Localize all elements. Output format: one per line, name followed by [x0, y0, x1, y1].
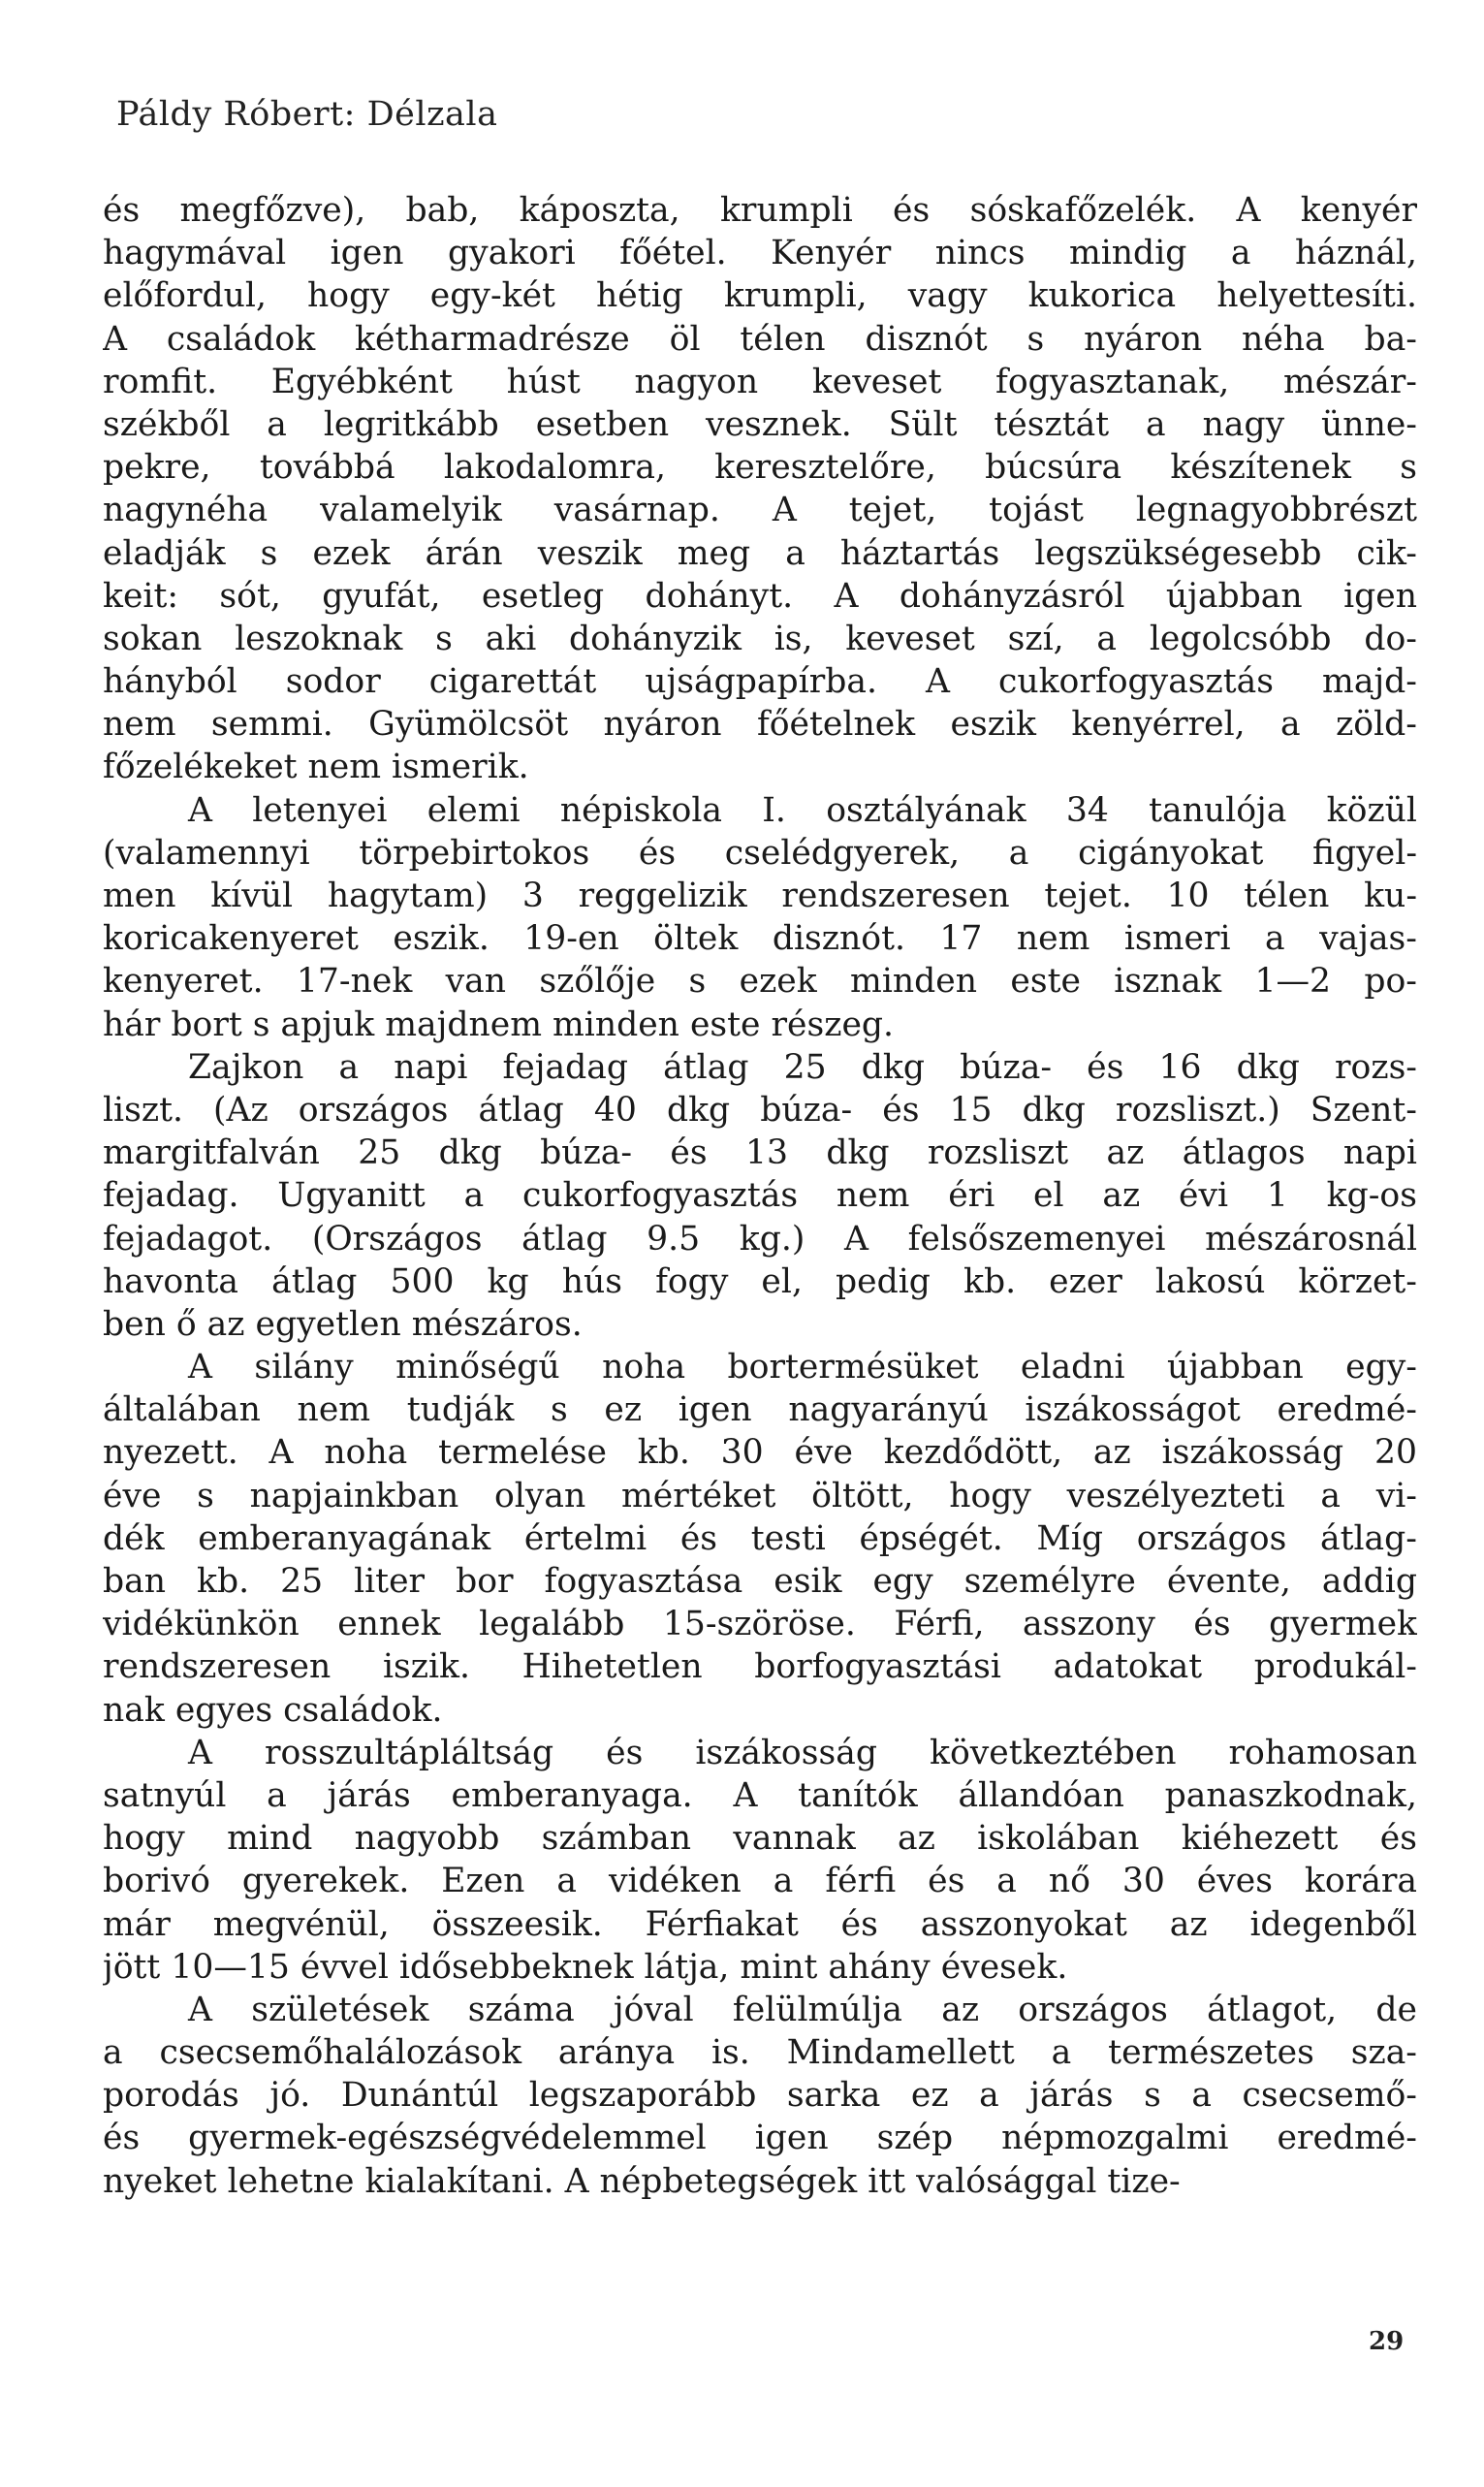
body-text [103, 189, 1417, 2203]
text-line: pekre, továbbá lakodalomra, keresztelőre, búcsúra készítenek s [103, 448, 1417, 488]
text-line: székből a legritkább esetben vesznek. Sült tésztát a nagy ünne- [103, 404, 1417, 444]
text-line: már megvénül, összeesik. Férfiakat és asszonyokat az idegenből [103, 1904, 1417, 1944]
text-line: satnyúl a járás emberanyaga. A tanítók állandóan panaszkodnak, [103, 1775, 1417, 1815]
text-line: éve s napjainkban olyan mértéket öltött, hogy veszélyezteti a vi- [103, 1476, 1417, 1515]
text-line: hogy mind nagyobb számban vannak az iskolában kiéhezett és [103, 1819, 1417, 1859]
text-line: kenyeret. 17-nek van szőlője s ezek minden este isznak 1—2 po- [103, 962, 1417, 1002]
text-line: A letenyei elemi népiskola I. osztályának 34 tanulója közül [188, 790, 1417, 830]
running-head: Páldy Róbert: Délzala [116, 95, 498, 134]
text-line: men kívül hagytam) 3 reggelizik rendszeresen tejet. 10 télen ku- [103, 877, 1417, 915]
text-line: ban kb. 25 liter bor fogyasztása esik egy személyre évente, addig [103, 1562, 1417, 1601]
text-line: hagymával igen gyakori főétel. Kenyér nincs mindig a háznál, [103, 234, 1417, 273]
paragraph [103, 789, 1417, 1046]
text-line: sokan leszoknak s aki dohányzik is, keveset szí, a legolcsóbb do- [103, 619, 1417, 658]
text-line: nagynéha valamelyik vasárnap. A tejet, tojást legnagyobbrészt [103, 491, 1417, 530]
text-line: dék emberanyagának értelmi és testi épségét. Míg országos átlag- [103, 1518, 1417, 1558]
text-line: A rosszultápláltság és iszákosság következtében rohamosan [188, 1733, 1417, 1772]
text-line: és megfőzve), bab, káposzta, krumpli és sóskafőzelék. A kenyér [103, 191, 1417, 230]
text-line: hár bort s apjuk majdnem minden este részeg. [103, 1004, 895, 1044]
text-line: koricakenyeret eszik. 19-en öltek disznót. 17 nem ismeri a vajas- [103, 919, 1417, 959]
text-line: nyezett. A noha termelése kb. 30 éve kezdődött, az iszákosság 20 [103, 1433, 1417, 1473]
text-line: keit: sót, gyufát, esetleg dohányt. A dohányzásról újabban igen [103, 576, 1417, 616]
text-line: margitfalván 25 dkg búza- és 13 dkg rozsliszt az átlagos napi [103, 1133, 1417, 1173]
text-line: nyeket lehetne kialakítani. A népbetegségek itt valósággal tize- [103, 2161, 1181, 2201]
paragraph [103, 1346, 1417, 1732]
text-line: porodás jó. Dunántúl legszaporább sarka ez a járás s a csecsemő- [103, 2076, 1417, 2116]
text-line: A születések száma jóval felülmúlja az országos átlagot, de [188, 1990, 1417, 2029]
text-line: általában nem tudják s ez igen nagyarányú iszákosságot eredmé- [103, 1390, 1417, 1430]
text-line: Zajkon a napi fejadag átlag 25 dkg búza- és 16 dkg rozs- [188, 1047, 1417, 1087]
page-number: 29 [1369, 2327, 1405, 2356]
text-line: nak egyes családok. [103, 1690, 443, 1730]
text-line: ben ő az egyetlen mészáros. [103, 1304, 583, 1344]
text-line: eladják s ezek árán veszik meg a háztartás legszükségesebb cik- [103, 533, 1417, 573]
text-line: jött 10—15 évvel idősebbeknek látja, mint ahány évesek. [103, 1947, 1068, 1987]
text-line: és gyermek-egészségvédelemmel igen szép népmozgalmi eredmé- [103, 2119, 1417, 2158]
text-line: fejadag. Ugyanitt a cukorfogyasztás nem éri el az évi 1 kg-os [103, 1176, 1417, 1216]
text-line: nem semmi. Gyümölcsöt nyáron főételnek eszik kenyérrel, a zöld- [103, 705, 1417, 745]
paragraph [103, 1989, 1417, 2203]
paragraph [103, 1046, 1417, 1346]
text-line: borivó gyerekek. Ezen a vidéken a férfi és a nő 30 éves korára [103, 1862, 1417, 1901]
text-line: fejadagot. (Országos átlag 9.5 kg.) A felsőszemenyei mészárosnál [103, 1219, 1417, 1259]
text-line: liszt. (Az országos átlag 40 dkg búza- és 15 dkg rozsliszt.) Szent- [103, 1090, 1417, 1130]
text-line: előfordul, hogy egy-két hétig krumpli, vagy kukorica helyettesíti. [103, 276, 1417, 316]
text-line: A silány minőségű noha bortermésüket eladni újabban egy- [188, 1348, 1417, 1387]
text-line: hányból sodor cigarettát ujságpapírba. A cukorfogyasztás majd- [103, 662, 1417, 702]
text-line: rendszeresen iszik. Hihetetlen borfogyasztási adatokat produkál- [103, 1647, 1417, 1687]
paragraph [103, 189, 1417, 789]
text-line: A családok kétharmadrésze öl télen disznót s nyáron néha ba- [103, 319, 1417, 359]
text-line: havonta átlag 500 kg hús fogy el, pedig kb. ezer lakosú körzet- [103, 1261, 1417, 1301]
text-line: romfit. Egyébként húst nagyon keveset fogyasztanak, mészár- [103, 362, 1417, 401]
paragraph [103, 1732, 1417, 1989]
text-line: a csecsemőhalálozások aránya is. Mindamellett a természetes sza- [103, 2033, 1417, 2073]
text-line: főzelékeket nem ismerik. [103, 748, 529, 787]
text-line: (valamennyi törpebirtokos és cselédgyerek, a cigányokat figyel- [103, 833, 1417, 873]
text-line: vidékünkön ennek legalább 15-szöröse. Férfi, asszony és gyermek [103, 1605, 1417, 1644]
